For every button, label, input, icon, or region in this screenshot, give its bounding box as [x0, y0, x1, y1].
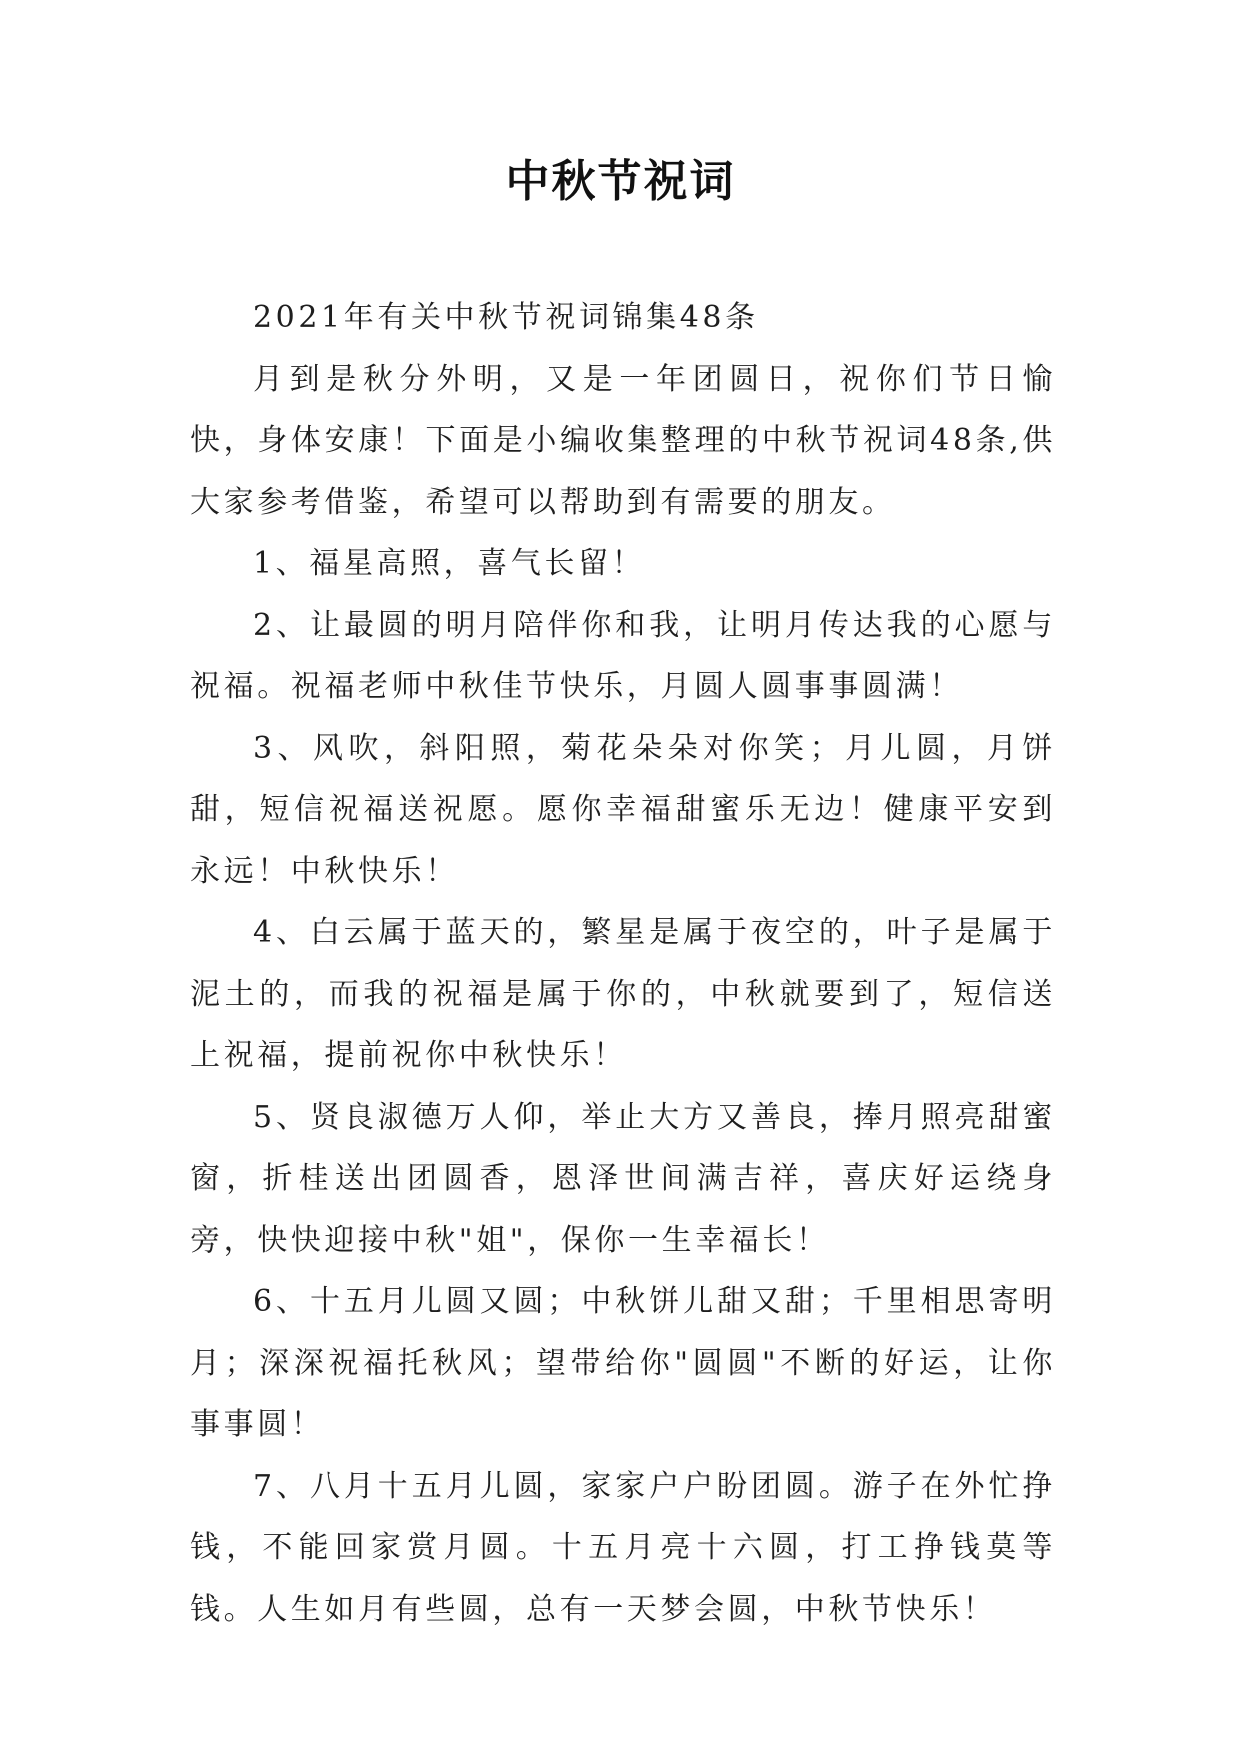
document-title: 中秋节祝词	[505, 156, 736, 207]
intro-paragraph: 月到是秋分外明，又是一年团圆日，祝你们节日愉快，身体安康！下面是小编收集整理的中秋节祝词48条,供大家参考借鉴，希望可以帮助到有需要的朋友。	[190, 361, 1056, 520]
greeting-item-7: 7、八月十五月儿圆，家家户户盼团圆。游子在外忙挣钱，不能回家赏月圆。十五月亮十六圆，打工挣钱莫等钱。人生如月有些圆，总有一天梦会圆，中秋节快乐！	[190, 1468, 1056, 1627]
intro-heading: 2021年有关中秋节祝词锦集48条	[253, 300, 759, 335]
greeting-item-5: 5、贤良淑德万人仰，举止大方又善良，捧月照亮甜蜜窗，折桂送出团圆香，恩泽世间满吉祥，喜庆好运绕身旁，快快迎接中秋"姐"，保你一生幸福长！	[190, 1099, 1056, 1258]
greeting-item-3: 3、风吹，斜阳照，菊花朵朵对你笑；月儿圆，月饼甜，短信祝福送祝愿。愿你幸福甜蜜乐无边！健康平安到永远！中秋快乐！	[190, 730, 1056, 889]
greeting-item-1: 1、福星高照，喜气长留！	[253, 546, 646, 581]
greeting-item-4: 4、白云属于蓝天的，繁星是属于夜空的，叶子是属于泥土的，而我的祝福是属于你的，中秋就要到了，短信送上祝福，提前祝你中秋快乐！	[190, 915, 1056, 1073]
greeting-item-2: 2、让最圆的明月陪伴你和我，让明月传达我的心愿与祝福。祝福老师中秋佳节快乐，月圆人圆事事圆满！	[190, 607, 1056, 704]
document-body	[190, 287, 1056, 1640]
greeting-item-6: 6、十五月儿圆又圆；中秋饼儿甜又甜；千里相思寄明月；深深祝福托秋风；望带给你"圆圆"不断的好运，让你事事圆！	[190, 1284, 1056, 1442]
